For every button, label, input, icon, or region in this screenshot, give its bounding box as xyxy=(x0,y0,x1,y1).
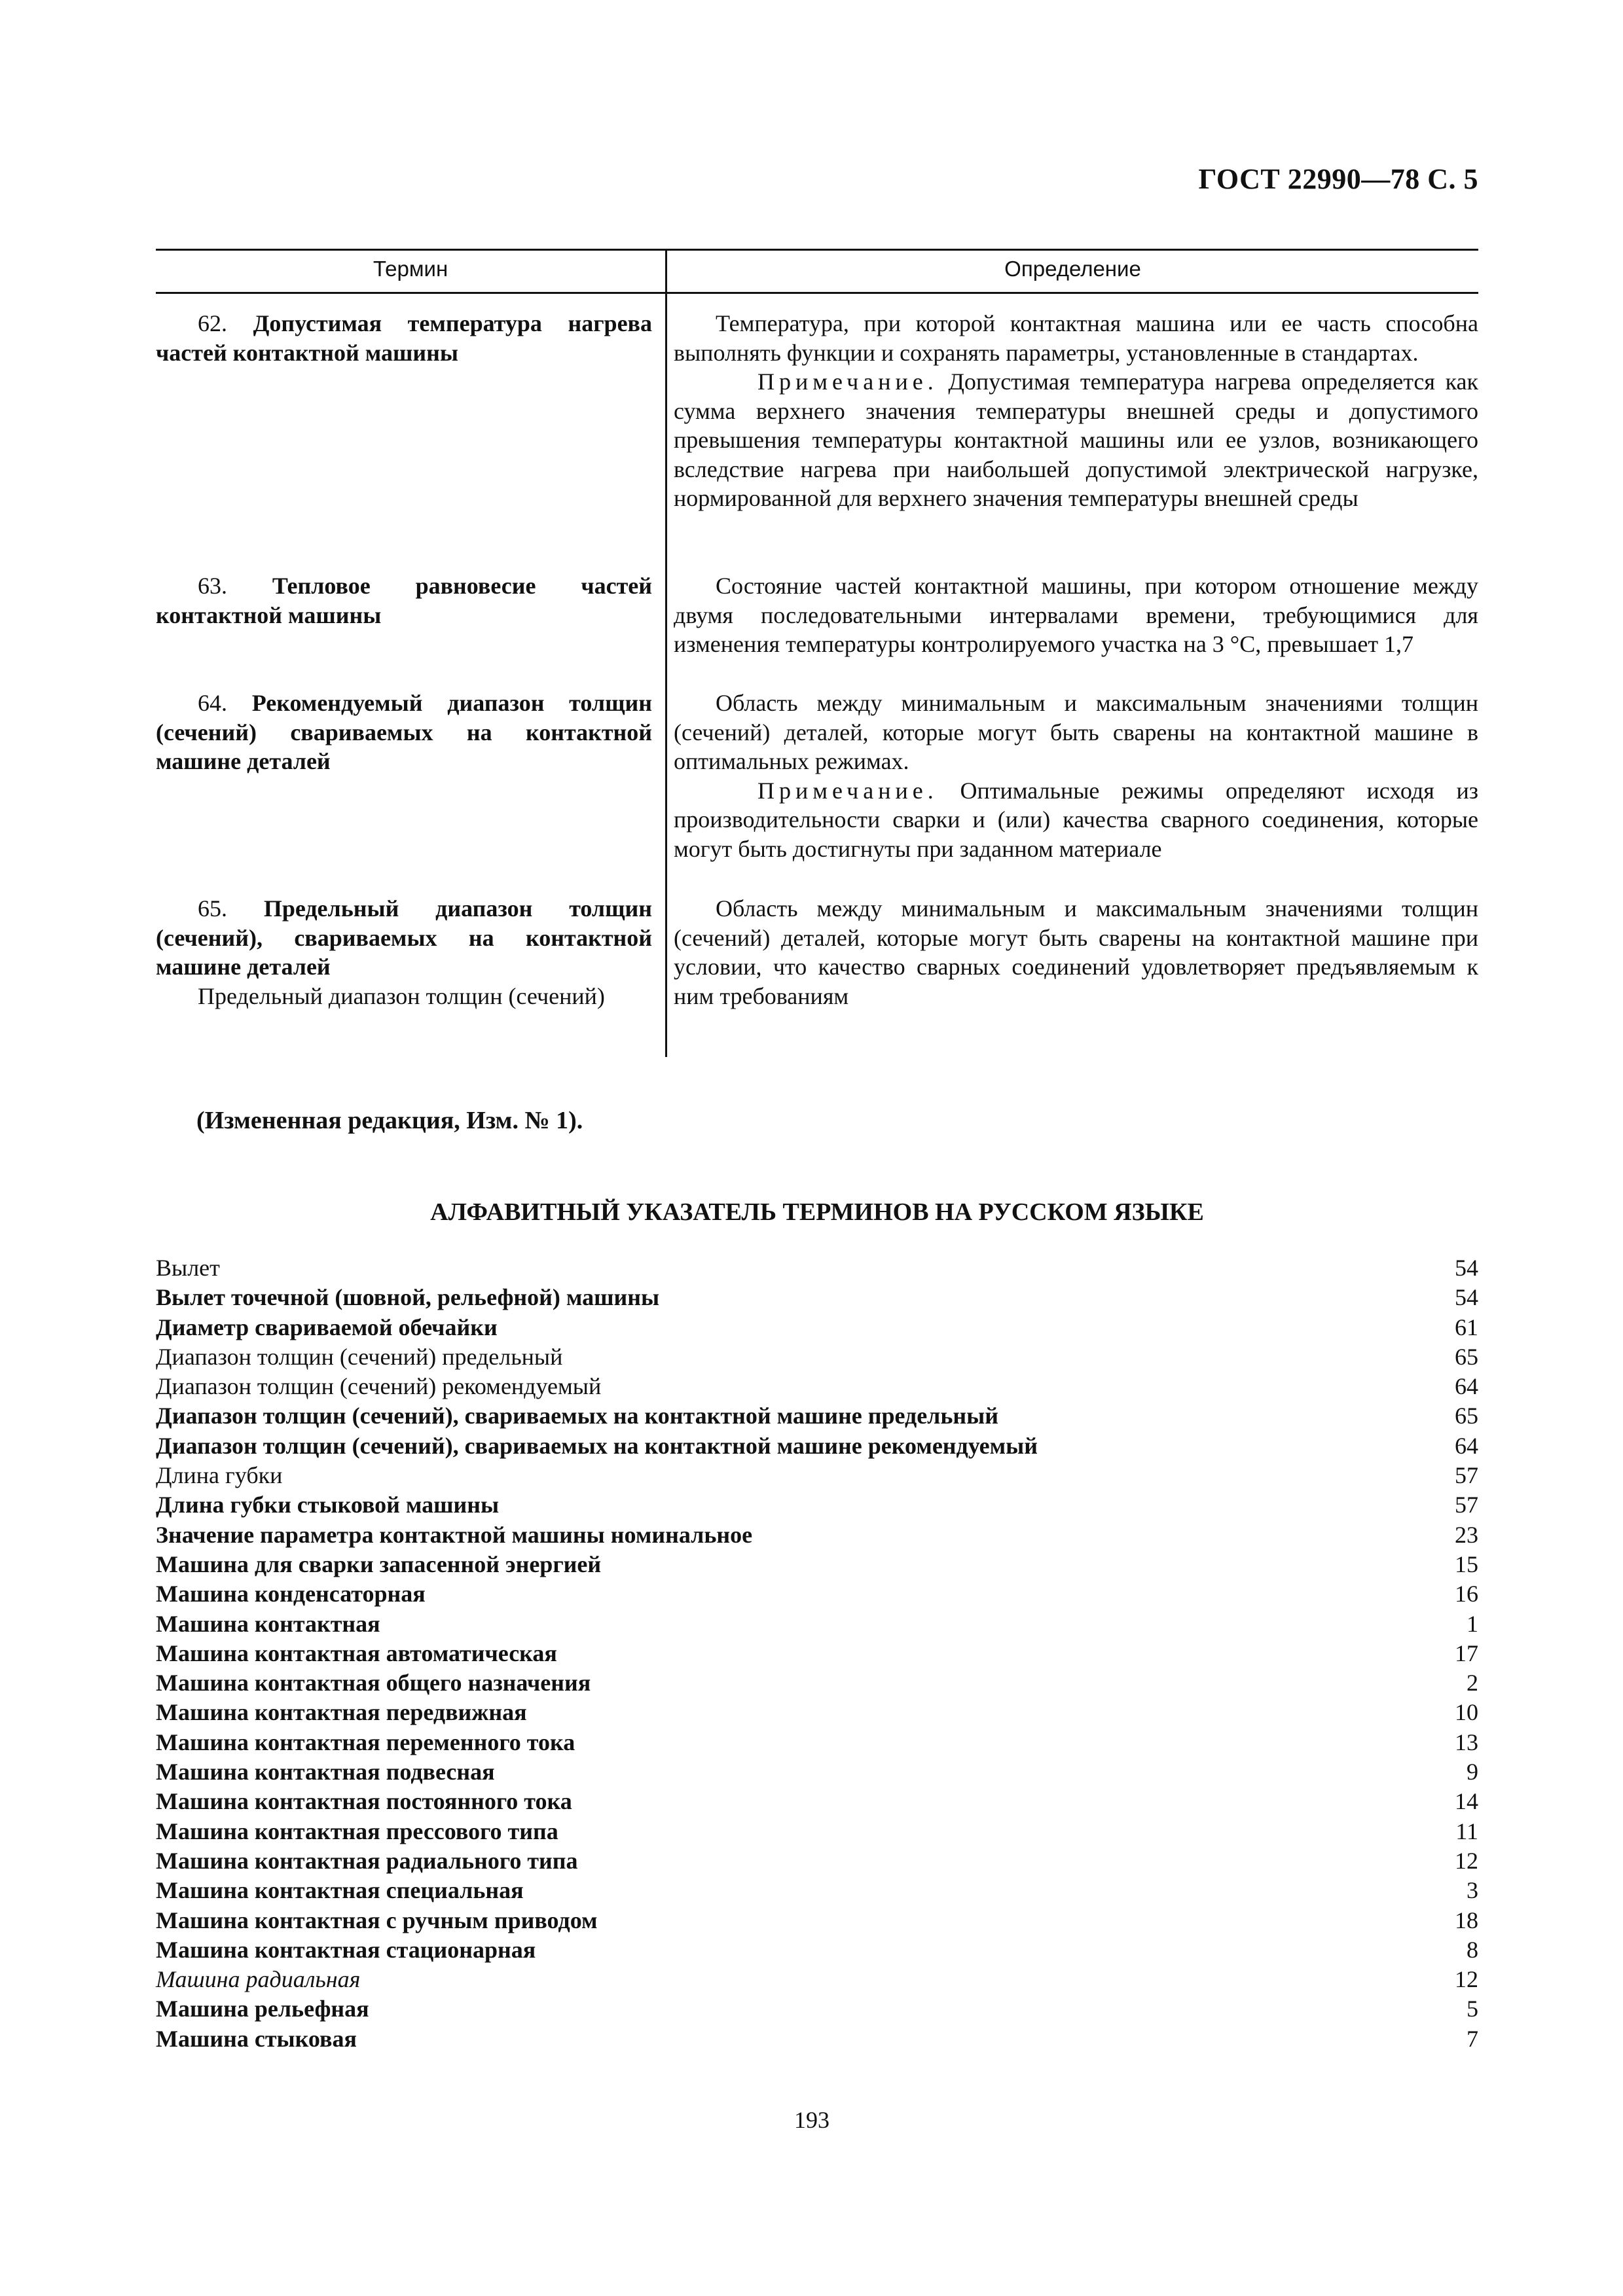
index-ref-number: 9 xyxy=(1467,1759,1478,1785)
index-item xyxy=(156,1490,1478,1520)
note-label: Примечание. xyxy=(757,368,938,395)
index-ref-number: 64 xyxy=(1455,1373,1478,1400)
index-item xyxy=(156,1579,1478,1609)
index-item xyxy=(156,1609,1478,1639)
term-number: 63. xyxy=(198,573,227,599)
index-term: Машина рельефная xyxy=(156,1996,369,2022)
index-term: Вылет xyxy=(156,1255,220,1281)
definition-text: Область между минимальным и максимальным значениями толщин (сечений) деталей, которые могут быть сварены на контактной машине при условии, что качество сварных соединений удовлетворяет предъявляемым к ним требованиям xyxy=(674,895,1478,1009)
alphabetical-index xyxy=(156,1253,1478,2054)
definition-cell xyxy=(674,309,1478,513)
term-text: Тепловое равновесие частей контактной машины xyxy=(156,573,653,628)
page-number: 193 xyxy=(794,2107,830,2133)
index-term: Вылет точечной (шовной, рельефной) машины xyxy=(156,1284,660,1311)
index-item xyxy=(156,1313,1478,1342)
index-ref-number: 61 xyxy=(1455,1314,1478,1340)
amendment-note: (Измененная редакция, Изм. № 1). xyxy=(196,1107,583,1134)
note-text: Допустимая температура нагрева определяется как сумма верхнего значения температуры внешней среды и допустимого превышения температуры контактной машины или ее узлов, возникающего вследствие нагрева при наибольшей допустимой электрической нагрузке, нормированной для верхнего значения температуры внешней среды xyxy=(674,368,1478,511)
definition-text: Температура, при которой контактная машина или ее часть способна выполнять функции и сохранять параметры, установленные в стандартах. xyxy=(674,310,1478,366)
index-term: Диаметр свариваемой обечайки xyxy=(156,1314,498,1340)
index-term: Машина контактная переменного тока xyxy=(156,1729,575,1755)
index-item xyxy=(156,1372,1478,1401)
index-term: Машина контактная общего назначения xyxy=(156,1670,591,1696)
index-item xyxy=(156,1846,1478,1876)
index-item xyxy=(156,1876,1478,1905)
term-cell xyxy=(156,894,652,1011)
term-cell xyxy=(156,689,652,776)
table-column-divider xyxy=(665,249,667,1057)
index-term: Машина контактная автоматическая xyxy=(156,1640,557,1666)
index-term: Диапазон толщин (сечений), свариваемых на контактной машине предельный xyxy=(156,1403,998,1429)
index-term: Машина для сварки запасенной энергией xyxy=(156,1551,602,1577)
index-item xyxy=(156,1757,1478,1787)
index-item xyxy=(156,1283,1478,1312)
index-item xyxy=(156,1787,1478,1816)
index-term: Диапазон толщин (сечений), свариваемых на контактной машине рекомендуемый xyxy=(156,1432,1038,1459)
index-title: АЛФАВИТНЫЙ УКАЗАТЕЛЬ ТЕРМИНОВ НА РУССКОМ ЯЗЫКЕ xyxy=(430,1198,1204,1226)
index-term: Машина контактная передвижная xyxy=(156,1699,527,1726)
index-ref-number: 12 xyxy=(1455,1966,1478,1993)
index-item xyxy=(156,1431,1478,1461)
index-ref-number: 5 xyxy=(1467,1996,1478,2022)
index-item xyxy=(156,1461,1478,1490)
index-ref-number: 1 xyxy=(1467,1610,1478,1637)
index-term: Значение параметра контактной машины номинальное xyxy=(156,1521,753,1548)
index-ref-number: 12 xyxy=(1455,1847,1478,1874)
index-term: Длина губки стыковой машины xyxy=(156,1492,500,1518)
definition-text: Область между минимальным и максимальным значениями толщин (сечений) деталей, которые могут быть сварены на контактной машине в оптимальных режимах. xyxy=(674,690,1478,774)
term-synonym: Предельный диапазон толщин (сечений) xyxy=(198,982,605,1009)
table-header-rule xyxy=(156,292,1478,294)
term-cell xyxy=(156,571,652,630)
index-ref-number: 14 xyxy=(1455,1788,1478,1815)
term-text: Предельный диапазон толщин (сечений), свариваемых на контактной машине деталей xyxy=(156,895,652,980)
index-ref-number: 65 xyxy=(1455,1403,1478,1429)
definition-cell xyxy=(674,689,1478,863)
definition-cell xyxy=(674,894,1478,1011)
index-ref-number: 18 xyxy=(1455,1907,1478,1933)
term-number: 65. xyxy=(198,895,227,922)
index-item xyxy=(156,1965,1478,1994)
index-ref-number: 23 xyxy=(1455,1521,1478,1548)
index-item xyxy=(156,1817,1478,1846)
term-text: Рекомендуемый диапазон толщин (сечений) свариваемых на контактной машине деталей xyxy=(156,690,652,774)
index-item xyxy=(156,1668,1478,1698)
index-term: Машина контактная стационарная xyxy=(156,1936,536,1963)
index-item xyxy=(156,1520,1478,1550)
index-ref-number: 64 xyxy=(1455,1432,1478,1459)
index-term: Машина контактная xyxy=(156,1610,380,1637)
index-term: Машина контактная специальная xyxy=(156,1877,524,1904)
column-header-definition: Определение xyxy=(1004,257,1141,281)
index-ref-number: 17 xyxy=(1455,1640,1478,1666)
index-ref-number: 10 xyxy=(1455,1699,1478,1726)
index-ref-number: 13 xyxy=(1455,1729,1478,1755)
index-ref-number: 54 xyxy=(1455,1255,1478,1281)
index-item xyxy=(156,1994,1478,2024)
index-item xyxy=(156,1698,1478,1727)
term-number: 62. xyxy=(198,310,227,336)
index-ref-number: 8 xyxy=(1467,1936,1478,1963)
index-term: Диапазон толщин (сечений) рекомендуемый xyxy=(156,1373,602,1400)
index-term: Машина контактная прессового типа xyxy=(156,1818,558,1844)
index-ref-number: 2 xyxy=(1467,1670,1478,1696)
index-term: Машина конденсаторная xyxy=(156,1581,426,1607)
term-text: Допустимая температура нагрева частей контактной машины xyxy=(156,310,652,366)
index-item xyxy=(156,1342,1478,1372)
index-ref-number: 11 xyxy=(1455,1818,1478,1844)
index-item xyxy=(156,1906,1478,1935)
index-item xyxy=(156,1935,1478,1965)
index-ref-number: 54 xyxy=(1455,1284,1478,1311)
index-term: Машина контактная подвесная xyxy=(156,1759,495,1785)
index-item xyxy=(156,1401,1478,1431)
index-term: Машина контактная радиального типа xyxy=(156,1847,578,1874)
index-ref-number: 3 xyxy=(1467,1877,1478,1904)
index-term: Машина радиальная xyxy=(156,1966,361,1993)
index-term: Машина стыковая xyxy=(156,2025,357,2052)
index-ref-number: 7 xyxy=(1467,2025,1478,2052)
index-term: Машина контактная с ручным приводом xyxy=(156,1907,598,1933)
index-item xyxy=(156,1550,1478,1579)
index-ref-number: 15 xyxy=(1455,1551,1478,1577)
index-item xyxy=(156,1639,1478,1668)
note-label: Примечание. xyxy=(757,777,938,804)
definition-text: Состояние частей контактной машины, при котором отношение между двумя последовательными интервалами времени, требующимися для изменения температуры контролируемого участка на 3 °С, превышает 1,7 xyxy=(674,573,1478,657)
index-ref-number: 16 xyxy=(1455,1581,1478,1607)
column-header-term: Термин xyxy=(373,257,448,281)
term-number: 64. xyxy=(198,690,227,716)
index-term: Диапазон толщин (сечений) предельный xyxy=(156,1343,563,1370)
index-ref-number: 57 xyxy=(1455,1462,1478,1489)
index-item xyxy=(156,1253,1478,1283)
index-ref-number: 57 xyxy=(1455,1492,1478,1518)
index-term: Машина контактная постоянного тока xyxy=(156,1788,572,1815)
term-cell xyxy=(156,309,652,367)
index-ref-number: 65 xyxy=(1455,1343,1478,1370)
index-term: Длина губки xyxy=(156,1462,283,1489)
index-item xyxy=(156,2024,1478,2054)
note-text: Оптимальные режимы определяют исходя из производительности сварки и (или) качества сварного соединения, которые могут быть достигнуты при заданном материале xyxy=(674,777,1478,862)
definition-cell xyxy=(674,571,1478,659)
table-top-rule xyxy=(156,249,1478,251)
document-reference: ГОСТ 22990—78 С. 5 xyxy=(1198,163,1478,195)
index-item xyxy=(156,1728,1478,1757)
